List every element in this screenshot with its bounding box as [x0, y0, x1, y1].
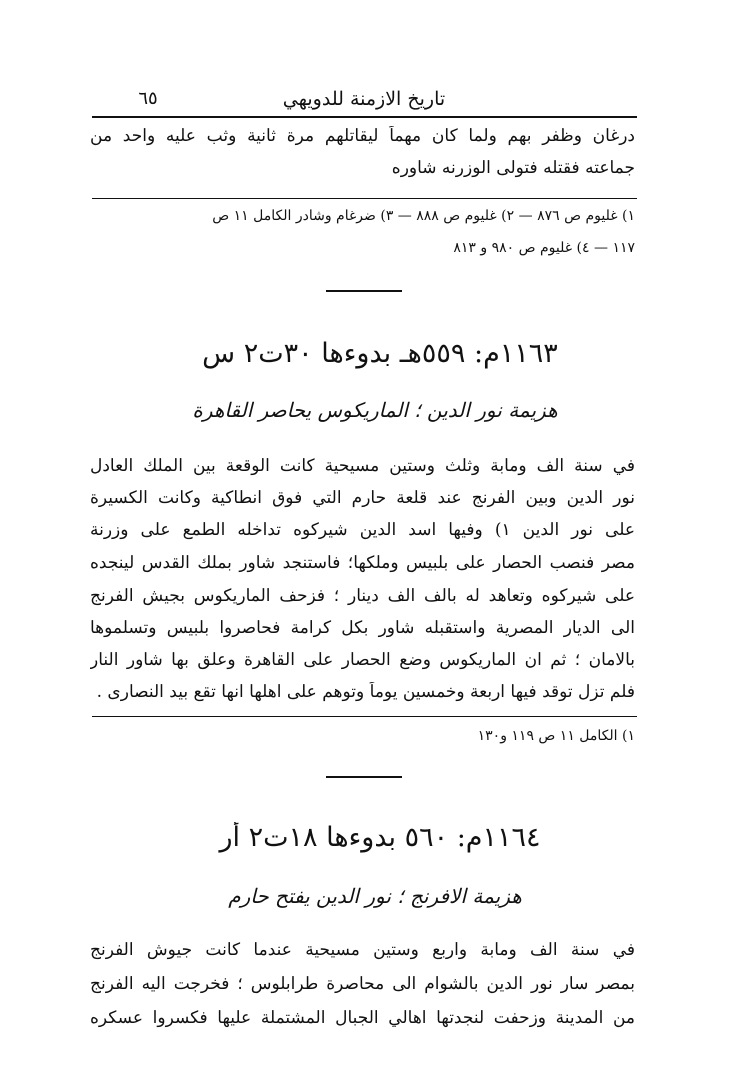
section-paragraph-line: في سنة الف ومابة واربع وستين مسيحية عندما كانت جيوش الفرنج: [90, 940, 635, 960]
section-paragraph-line: بمصر سار نور الدين بالشوام الى محاصرة طرابلوس ؛ فخرجت اليه الفرنج: [90, 974, 635, 994]
footnote-rule: [92, 716, 637, 717]
section-subheading: هزيمة الافرنج ؛ نور الدين يفتح حارم: [228, 884, 522, 908]
footnote-rule: [92, 198, 637, 199]
section-subheading: هزيمة نور الدين ؛ الماريكوس يحاصر القاهرة: [192, 398, 558, 422]
footnote-line: ١) الكامل ١١ ص ١١٩ و١٣٠: [477, 728, 635, 744]
top-paragraph-line: جماعته فقتله فتولى الوزرنه شاوره: [391, 158, 635, 178]
section-paragraph-line: الى الديار المصرية واستقبله شاور بكل كرامة فحاصروا بلبيس وتسلموها: [90, 618, 635, 638]
section-divider: [326, 290, 402, 292]
top-paragraph-line: درغان وظفر بهم ولما كان مهماً ليقاتلهم مرة ثانية وثب عليه واحد من: [90, 126, 635, 146]
running-header-title: تاريخ الازمنة للدويهي: [282, 88, 446, 110]
section-paragraph-line: في سنة الف ومابة وثلث وستين مسيحية كانت الوقعة بين الملك العادل: [90, 456, 635, 476]
page-number: ٦٥: [138, 88, 158, 109]
section-paragraph-line: من المدينة وزحفت لنجدتها اهالي الجبال المشتملة عليها فكسروا عسكره: [90, 1008, 635, 1028]
section-paragraph-line: فلم تزل توقد فيها اربعة وخمسين يوماً وتوهم على اهلها انها تقع بيد النصارى .: [96, 682, 635, 702]
section-paragraph-line: نور الدين وبين الفرنج عند قلعة حارم التي فوق انطاكية وكانت الكسيرة: [90, 488, 635, 508]
section-heading: ١١٦٣م: ٥٥٩هـ بدوءها ٣٠ت٢ س: [202, 338, 558, 369]
section-paragraph-line: على شيركوه وتعاهد له بالف الف دينار ؛ فزحف الماريكوس بجيش الفرنج: [90, 586, 635, 606]
footnote-line: ١١٧ — ٤) غليوم ص ٩٨٠ و ٨١٣: [453, 240, 635, 256]
header-rule: [92, 116, 637, 118]
section-paragraph-line: على نور الدين ١) وفيها اسد الدين شيركوه تداخله الطمع على وزرنة: [90, 520, 635, 540]
section-paragraph-line: مصر فنصب الحصار على بلبيس وملكها؛ فاستنجد شاور بملك القدس لينجده: [90, 553, 635, 573]
footnote-line: ١) غليوم ص ٨٧٦ — ٢) غليوم ص ٨٨٨ — ٣) ضرغام وشادر الكامل ١١ ص: [212, 208, 635, 224]
section-divider: [326, 776, 402, 778]
section-paragraph-line: بالامان ؛ ثم ان الماريكوس وضع الحصار على القاهرة وعلق بها شاور النار: [90, 650, 635, 670]
section-heading: ١١٦٤م: ٥٦٠ بدوءها ١٨ت٢ أر: [219, 822, 541, 853]
